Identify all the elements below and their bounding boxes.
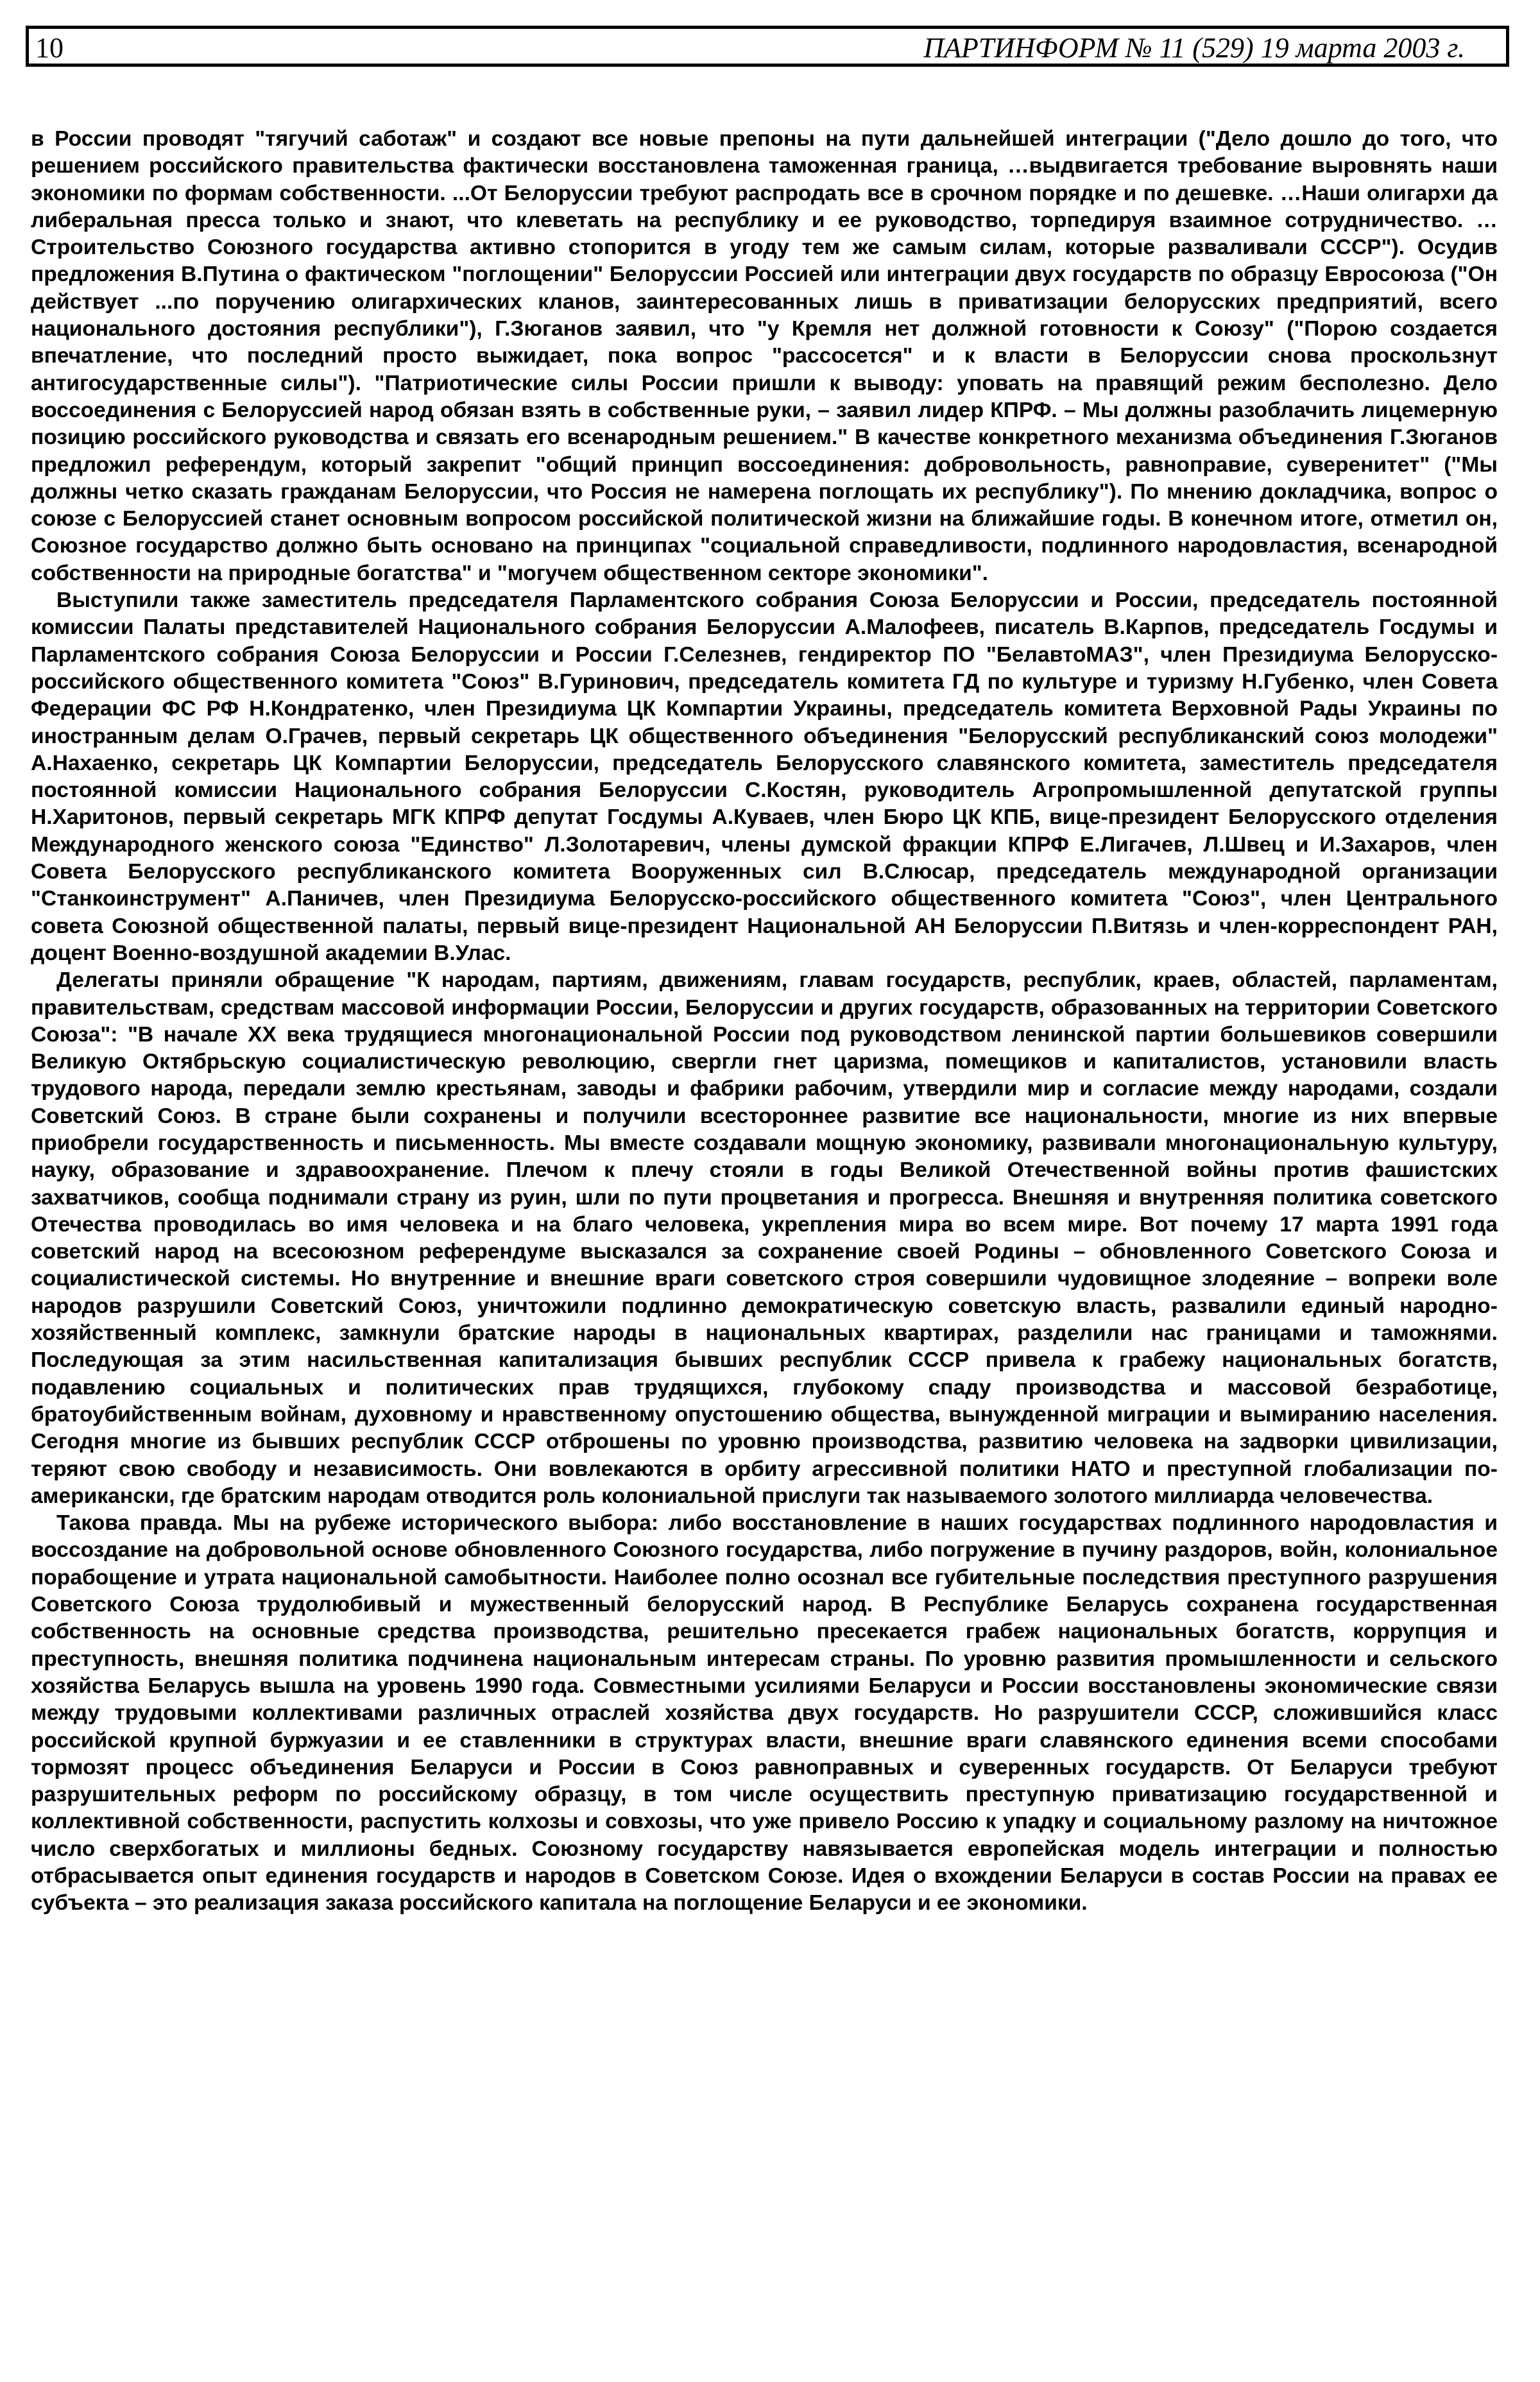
- page-header: [26, 26, 1509, 67]
- page-number: 10: [35, 32, 64, 64]
- running-title: ПАРТИНФОРМ № 11 (529) 19 марта 2003 г.: [923, 32, 1465, 64]
- paragraph-continuation: в России проводят "тягучий саботаж" и создают все новые препоны на пути дальнейшей интеграции ("Дело дошло до того, что решением российского правительства фактически восстановлена таможенная граница, …выдвигается требование выровнять наши экономики по формам собственности. ...От Белоруссии требуют распродать все в срочном порядке и по дешевке. …Наши олигархи да либеральная пресса только и знают, что клеветать на республику и ее руководство, торпедируя взаимное сотрудничество. …Строительство Союзного государства активно стопорится в угоду тем же самым силам, которые разваливали СССР"). Осудив предложения В.Путина о фактическом "поглощении" Белоруссии Россией или интеграции двух государств по образцу Евросоюза ("Он действует ...по поручению олигархических кланов, заинтересованных лишь в приватизации белорусских предприятий, всего национального достояния республики"), Г.Зюганов заявил, что "у Кремля нет должной готовности к Союзу" ("Порою создается впечатление, что последний просто выжидает, пока вопрос "рассосется" и к власти в Белоруссии снова проскользнут антигосударственные силы"). "Патриотические силы России пришли к выводу: уповать на правящий режим бесполезно. Дело воссоединения с Белоруссией народ обязан взять в собственные руки, – заявил лидер КПРФ. – Мы должны разоблачить лицемерную позицию российского руководства и связать его всенародным решением." В качестве конкретного механизма объединения Г.Зюганов предложил референдум, который закрепит "общий принцип воссоединения: добровольность, равноправие, суверенитет" ("Мы должны четко сказать гражданам Белоруссии, что Россия не намерена поглощать их республику"). По мнению докладчика, вопрос о союзе с Белоруссией станет основным вопросом российской политической жизни на ближайшие годы. В конечном итоге, отметил он, Союзное государство должно быть основано на принципах "социальной справедливости, подлинного народовластия, всенародной собственности на природные богатства" и "могучем общественном секторе экономики".: [31, 127, 1498, 585]
- paragraph-truth: Такова правда. Мы на рубеже исторического выбора: либо восстановление в наших государствах подлинного народовластия и воссоздание на добровольной основе обновленного Союзного государства, либо погружение в пучину раздоров, войн, колониальное порабощение и утрата национальной самобытности. Наиболее полно осознал все губительные последствия преступного разрушения Советского Союза трудолюбивый и мужественный белорусский народ. В Республике Беларусь сохранена государственная собственность на основные средства производства, решительно пресекается грабеж национальных богатств, коррупция и преступность, внешняя политика подчинена национальным интересам страны. По уровню развития промышленности и сельского хозяйства Беларусь вышла на уровень 1990 года. Совместными усилиями Беларуси и России восстановлены экономические связи между трудовыми коллективами различных отраслей хозяйства двух государств. Но разрушители СССР, сложившийся класс российской крупной буржуазии и ее ставленники в структурах власти, внешние враги славянского единения всеми способами тормозят процесс объединения Беларуси и России в Союз равноправных и суверенных государств. От Беларуси требуют разрушительных реформ по российскому образцу, в том числе осуществить преступную приватизацию государственной и коллективной собственности, распустить колхозы и совхозы, что уже привело Россию к упадку и социальному разлому на ничтожное число сверхбогатых и миллионы бедных. Союзному государству навязывается европейская модель интеграции и полностью отбрасывается опыт единения государств и народов в Советском Союзе. Идея о вхождении Беларуси в состав России на правах ее субъекта – это реализация заказа российского капитала на поглощение Беларуси и ее экономики.: [31, 1511, 1498, 1915]
- paragraph-speakers: Выступили также заместитель председателя Парламентского собрания Союза Белоруссии и России, председатель постоянной комиссии Палаты представителей Национального собрания Белоруссии А.Малофеев, писатель В.Карпов, председатель Госдумы и Парламентского собрания Союза Белоруссии и России Г.Селезнев, гендиректор ПО "БелавтоМАЗ", член Президиума Белорусско-российского общественного комитета "Союз" В.Гуринович, председатель комитета ГД по культуре и туризму Н.Губенко, член Совета Федерации ФС РФ Н.Кондратенко, член Президиума ЦК Компартии Украины, председатель комитета Верховной Рады Украины по иностранным делам О.Грачев, первый секретарь ЦК общественного объединения "Белорусский республиканский союз молодежи" А.Нахаенко, секретарь ЦК Компартии Белоруссии, председатель Белорусского славянского комитета, заместитель председателя постоянной комиссии Национального собрания Белоруссии С.Костян, руководитель Агропромышленной депутатской группы Н.Харитонов, первый секретарь МГК КПРФ депутат Госдумы А.Куваев, член Бюро ЦК КПБ, вице-президент Белорусского отделения Международного женского союза "Единство" Л.Золотаревич, члены думской фракции КПРФ Е.Лигачев, Л.Швец и И.Захаров, член Совета Белорусского республиканского комитета Вооруженных сил В.Слюсар, председатель международной организации "Станкоинструмент" А.Паничев, член Президиума Белорусско-российского общественного комитета "Союз", член Центрального совета Союзной общественной палаты, первый вице-президент Национальной АН Белоруссии П.Витязь и член-корреспондент РАН, доцент Военно-воздушной академии В.Улас.: [31, 588, 1498, 965]
- paragraph-appeal: Делегаты приняли обращение "К народам, партиям, движениям, главам государств, республик, краев, областей, парламентам, правительствам, средствам массовой информации России, Белоруссии и других государств, образованных на территории Советского Союза": "В начале XX века трудящиеся многонациональной России под руководством ленинской партии большевиков совершили Великую Октябрьскую социалистическую революцию, свергли гнет царизма, помещиков и капиталистов, установили власть трудового народа, передали землю крестьянам, заводы и фабрики рабочим, утвердили мир и согласие между народами, создали Советский Союз. В стране были сохранены и получили всестороннее развитие все национальности, многие из них впервые приобрели государственность и письменность. Мы вместе создавали мощную экономику, развивали многонациональную культуру, науку, образование и здравоохранение. Плечом к плечу стояли в годы Великой Отечественной войны против фашистских захватчиков, сообща поднимали страну из руин, шли по пути процветания и прогресса. Внешняя и внутренняя политика советского Отечества проводилась во имя человека и на благо человека, укрепления мира во всем мире. Вот почему 17 марта 1991 года советский народ на всесоюзном референдуме высказался за сохранение своей Родины – обновленного Советского Союза и социалистической системы. Но внутренние и внешние враги советского строя совершили чудовищное злодеяние – вопреки воле народов разрушили Советский Союз, уничтожили подлинно демократическую советскую власть, развалили единый народно-хозяйственный комплекс, замкнули братские народы в национальных квартирах, разделили нас границами и таможнями. Последующая за этим насильственная капитализация бывших республик СССР привела к грабежу национальных богатств, подавлению социальных и политических прав трудящихся, глубокому спаду производства и массовой безработице, братоубийственным войнам, духовному и нравственному опустошению общества, вынужденной миграции и вымиранию населения. Сегодня многие из бывших республик СССР отброшены по уровню производства, развитию человека на задворки цивилизации, теряют свою свободу и независимость. Они вовлекаются в орбиту агрессивной политики НАТО и преступной глобализации по-американски, где братским народам отводится роль колониальной прислуги так называемого золотого миллиарда человечества.: [31, 968, 1498, 1508]
- article-body: [31, 126, 1498, 1917]
